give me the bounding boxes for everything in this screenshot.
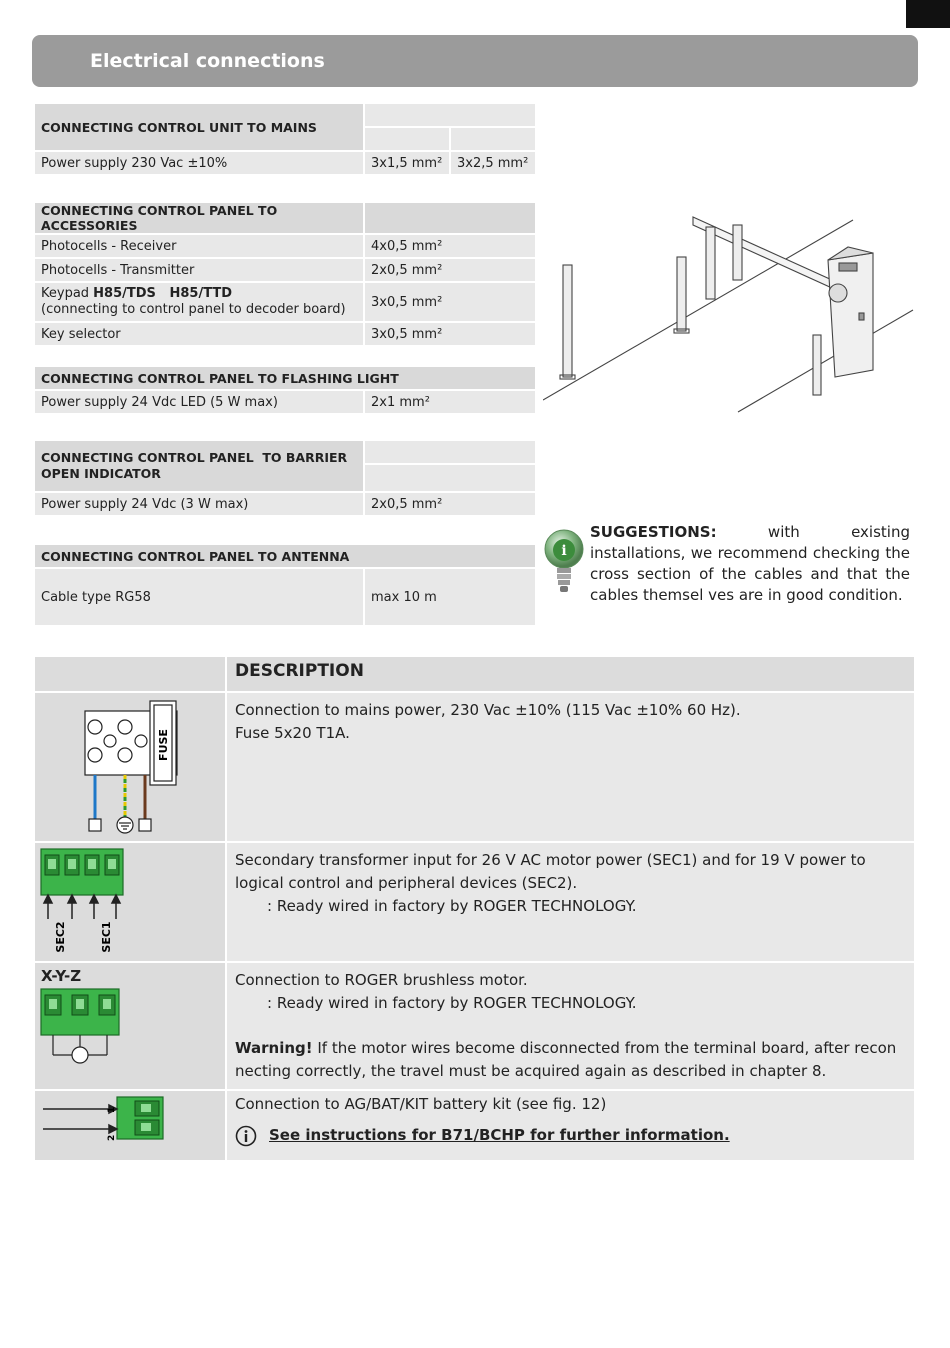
blank-header-cell [35,657,225,691]
battery-terminal-diagram [35,1091,225,1147]
motor-description [227,963,914,1089]
blank-cell [365,465,535,493]
description-line: Fuse 5x20 T1A. [235,724,350,742]
description-table [33,655,916,1162]
sec1-label: SEC1 [100,921,113,953]
xyz-label: X-Y-Z [41,967,82,985]
blank-cell [365,203,535,235]
row-label [35,283,363,323]
info-icon [235,1125,257,1147]
motor-terminal-diagram [35,963,225,1077]
blank-cell [365,128,449,152]
row-label: Key selector [35,323,363,347]
row-label: Cable type RG58 [35,569,363,627]
secondary-terminal-image [35,843,225,961]
row-label: Power supply 230 Vac ±10% [35,152,363,176]
suggestion-lead: SUGGESTIONS: [590,523,717,541]
row-value: max 10 m [365,569,535,627]
barrier-illustration [543,205,915,415]
antenna-table [33,545,537,627]
row-label: Photocells - Transmitter [35,259,363,283]
blank-cell [365,441,535,465]
blank-cell [451,128,535,152]
battery-terminal-image [35,1091,225,1160]
description-line: Secondary transformer input for 26 V AC motor power (SEC1) and for 19 V power to logical control and peripheral devices (SEC2). [235,851,866,892]
lightbulb-info-icon [543,528,585,598]
description-line: Connection to mains power, 230 Vac ±10% (115 Vac ±10% 60 Hz). [235,701,741,719]
page-title: Electrical connections [90,50,325,72]
row-value: 3x2,5 mm² [451,152,535,176]
page-tab [906,0,950,28]
suggestion-text: with existing installations, we recommend checking the cross section of the cables and that the cables themsel ves are in good condition. [590,523,910,604]
indicator-table [33,441,537,517]
battery-description [227,1091,914,1160]
description-header: DESCRIPTION [227,657,914,691]
secondary-terminal-diagram [35,843,225,957]
factory-wired-note: : Ready wired in factory by ROGER TECHNOLOGY. [267,994,637,1012]
warning-label: Warning! [235,1039,313,1057]
keypad-note: (connecting to control panel to decoder board) [41,302,346,317]
row-value: 4x0,5 mm² [365,235,535,259]
pin-2-label: 2 [107,1134,117,1141]
row-value: 3x1,5 mm² [365,152,449,176]
row-value: 2x0,5 mm² [365,493,535,517]
section-banner [32,35,918,87]
antenna-header: CONNECTING CONTROL PANEL TO ANTENNA [35,545,535,569]
fuse-label: FUSE [157,729,170,761]
keypad-models: H85/TDS H85/TTD [93,286,233,301]
indicator-header-line2: OPEN INDICATOR [41,466,161,481]
mains-terminal-image [35,693,225,841]
mains-header: CONNECTING CONTROL UNIT TO MAINS [35,104,363,152]
description-line: Connection to AG/BAT/KIT battery kit (see fig. 12) [235,1095,607,1113]
accessories-table [33,203,537,347]
svg-text:i: i [561,543,567,559]
row-value: 2x1 mm² [365,391,535,415]
sec2-label: SEC2 [54,921,67,953]
keypad-label: Keypad [41,286,94,301]
row-value: 2x0,5 mm² [365,259,535,283]
mains-terminal-diagram [35,693,225,837]
flashing-header: CONNECTING CONTROL PANEL TO FLASHING LIGHT [35,367,535,391]
row-value: 3x0,5 mm² [365,323,535,347]
blank-cell [365,104,535,128]
mains-table [33,104,537,176]
motor-terminal-image [35,963,225,1089]
description-line: Connection to ROGER brushless motor. [235,971,528,989]
factory-wired-note: : Ready wired in factory by ROGER TECHNOLOGY. [267,897,637,915]
warning-text: If the motor wires become disconnected from the terminal board, after recon necting correctly, the travel must be acquired again as described in chapter 8. [235,1039,897,1080]
accessories-header: CONNECTING CONTROL PANEL TO ACCESSORIES [35,203,363,235]
mains-description [227,693,914,841]
row-value: 3x0,5 mm² [365,283,535,323]
secondary-description [227,843,914,961]
row-label: Power supply 24 Vdc (3 W max) [35,493,363,517]
suggestion-note [590,522,910,606]
indicator-header [35,441,363,493]
pin-1-label: 1 [107,1106,117,1113]
row-label: Power supply 24 Vdc LED (5 W max) [35,391,363,415]
row-label: Photocells - Receiver [35,235,363,259]
flashing-table [33,367,537,415]
indicator-header-line1: CONNECTING CONTROL PANEL TO BARRIER [41,450,348,465]
instructions-link[interactable]: See instructions for B71/BCHP for further information. [269,1126,730,1144]
